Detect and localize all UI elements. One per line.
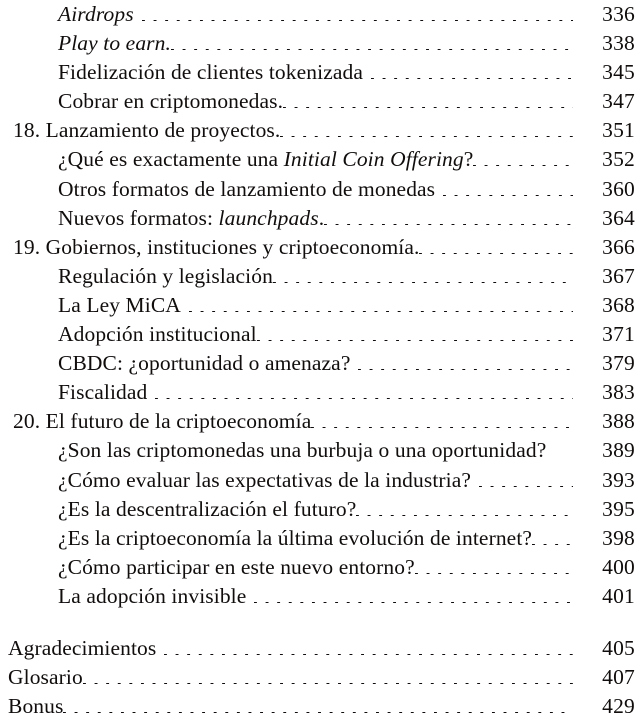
toc-entry-title: CBDC: ¿oportunidad o amenaza?: [58, 351, 351, 376]
toc-entry-page-number: 368: [602, 292, 635, 317]
toc-entry-sub[interactable]: [0, 204, 640, 233]
dot-leader: [83, 683, 573, 684]
toc-entry-section[interactable]: [0, 663, 640, 692]
toc-entry-title-text: ¿Qué es exactamente una: [58, 147, 284, 172]
toc-entry-title-italic: Initial Coin Offering: [283, 147, 464, 172]
toc-entry-page-number: 389: [602, 438, 635, 463]
toc-entry-sub[interactable]: [0, 582, 640, 611]
toc-entry-title: ¿Es la criptoeconomía la última evolución de internet?: [58, 525, 533, 550]
dot-leader: [358, 369, 573, 370]
toc-entry-page-number: 395: [602, 496, 635, 521]
toc-entry-page-number: 393: [602, 467, 635, 492]
dot-leader: [273, 282, 573, 283]
toc-entry-title-text: ?: [463, 147, 474, 172]
toc-entry-sub[interactable]: [0, 175, 640, 204]
dot-leader: [311, 427, 573, 428]
dot-leader: [419, 253, 573, 254]
toc-entry-page-number: 401: [602, 583, 635, 608]
toc-entry-sub[interactable]: [0, 436, 640, 465]
toc-entry-title-italic: Airdrops: [58, 2, 134, 26]
toc-entry-page-number: 388: [602, 409, 635, 434]
toc-entry-title-text: .: [318, 205, 325, 230]
toc-entry-page-number: 429: [602, 694, 635, 719]
toc-entry-title: ¿Es la descentralización el futuro?: [58, 496, 357, 521]
toc-entry-sub[interactable]: [0, 495, 640, 524]
toc-entry-title-italic: launchpads: [218, 205, 319, 230]
toc-entry-sub[interactable]: [0, 58, 640, 87]
toc-entry-page-number: 407: [602, 665, 635, 690]
toc-entry-title-italic: Play to earn.: [58, 31, 171, 56]
toc-entry-page-number: 383: [602, 380, 635, 405]
dot-leader: [155, 398, 573, 399]
dot-leader: [546, 456, 573, 457]
toc-entry-page-number: 360: [602, 176, 635, 201]
dot-leader: [356, 515, 573, 516]
toc-entry-sub[interactable]: [0, 145, 640, 174]
toc-entry-page-number: 379: [602, 351, 635, 376]
toc-entry-title: La adopción invisible: [58, 583, 247, 608]
toc-entry-title: ¿Cómo participar en este nuevo entorno?: [58, 554, 415, 579]
dot-leader: [171, 49, 573, 50]
dot-leader: [283, 107, 573, 108]
dot-leader: [443, 195, 573, 196]
toc-entry-sub[interactable]: [0, 291, 640, 320]
dot-leader: [415, 573, 573, 574]
toc-entry-title: Cobrar en criptomonedas.: [58, 89, 284, 114]
toc-entry-page-number: 366: [602, 234, 635, 259]
toc-entry-title: 18. Lanzamiento de proyectos.: [13, 118, 281, 143]
dot-leader: [532, 544, 573, 545]
toc-entry-title: Agradecimientos: [8, 635, 157, 660]
toc-entry-title-text: Nuevos formatos:: [58, 205, 219, 230]
dot-leader: [189, 311, 573, 312]
dot-leader: [324, 224, 573, 225]
dot-leader: [164, 654, 573, 655]
toc-entry-sub[interactable]: [0, 553, 640, 582]
toc-entry-page-number: 405: [602, 635, 635, 660]
toc-entry-page-number: 338: [602, 31, 635, 56]
toc-entry-sub[interactable]: [0, 0, 640, 29]
toc-entry-title: ¿Son las criptomonedas una burbuja o una oportunidad?: [58, 438, 547, 463]
toc-entry-title: 19. Gobiernos, instituciones y criptoeconomía.: [13, 234, 420, 259]
dot-leader: [254, 602, 573, 603]
toc-entry-title: 20. El futuro de la criptoeconomía: [13, 409, 312, 434]
toc-entry-page-number: 400: [602, 554, 635, 579]
toc-entry-sub[interactable]: [0, 29, 640, 58]
toc-entry-page-number: 336: [602, 2, 635, 26]
toc-entry-sub[interactable]: [0, 466, 640, 495]
dot-leader: [257, 340, 573, 341]
dot-leader: [473, 165, 573, 166]
dot-leader: [63, 712, 573, 713]
toc-entry-title: Glosario: [8, 665, 83, 690]
toc-entry-page-number: 398: [602, 525, 635, 550]
toc-entry-chapter[interactable]: [0, 233, 640, 262]
toc-entry-title: [58, 0, 134, 29]
dot-leader: [479, 486, 573, 487]
toc-entry-page-number: 351: [602, 118, 635, 143]
dot-leader: [280, 136, 573, 137]
toc-entry-title: Adopción institucional: [58, 322, 257, 347]
toc-entry-sub[interactable]: [0, 378, 640, 407]
dot-leader: [371, 78, 573, 79]
toc-entry-section[interactable]: [0, 692, 640, 721]
toc-entry-chapter[interactable]: [0, 116, 640, 145]
toc-entry-title: Fidelización de clientes tokenizada: [58, 60, 363, 85]
dot-leader: [142, 20, 573, 21]
toc-entry-page-number: 345: [602, 60, 635, 85]
toc-entry-chapter[interactable]: [0, 407, 640, 436]
toc-entry-page-number: 364: [602, 205, 635, 230]
toc-entry-title: Bonus: [8, 694, 64, 719]
toc-entry-section[interactable]: [0, 634, 640, 663]
toc-entry-title: Otros formatos de lanzamiento de monedas: [58, 176, 436, 201]
toc-entry-sub[interactable]: [0, 524, 640, 553]
toc-entry-title: Regulación y legislación: [58, 263, 273, 288]
toc-entry-title: [58, 145, 473, 174]
toc-entry-sub[interactable]: [0, 349, 640, 378]
toc-entry-page-number: 367: [602, 263, 635, 288]
toc-entry-title: [58, 29, 171, 58]
toc-entry-page-number: 371: [602, 322, 635, 347]
toc-entry-title: ¿Cómo evaluar las expectativas de la industria?: [58, 467, 472, 492]
toc-entry-sub[interactable]: [0, 262, 640, 291]
toc-entry-sub[interactable]: [0, 87, 640, 116]
toc-entry-page-number: 352: [602, 147, 635, 172]
toc-entry-page-number: 347: [602, 89, 635, 114]
toc-entry-title: Fiscalidad: [58, 380, 148, 405]
toc-entry-sub[interactable]: [0, 320, 640, 349]
toc-entry-title: [58, 204, 324, 233]
toc-entry-title: La Ley MiCA: [58, 292, 181, 317]
